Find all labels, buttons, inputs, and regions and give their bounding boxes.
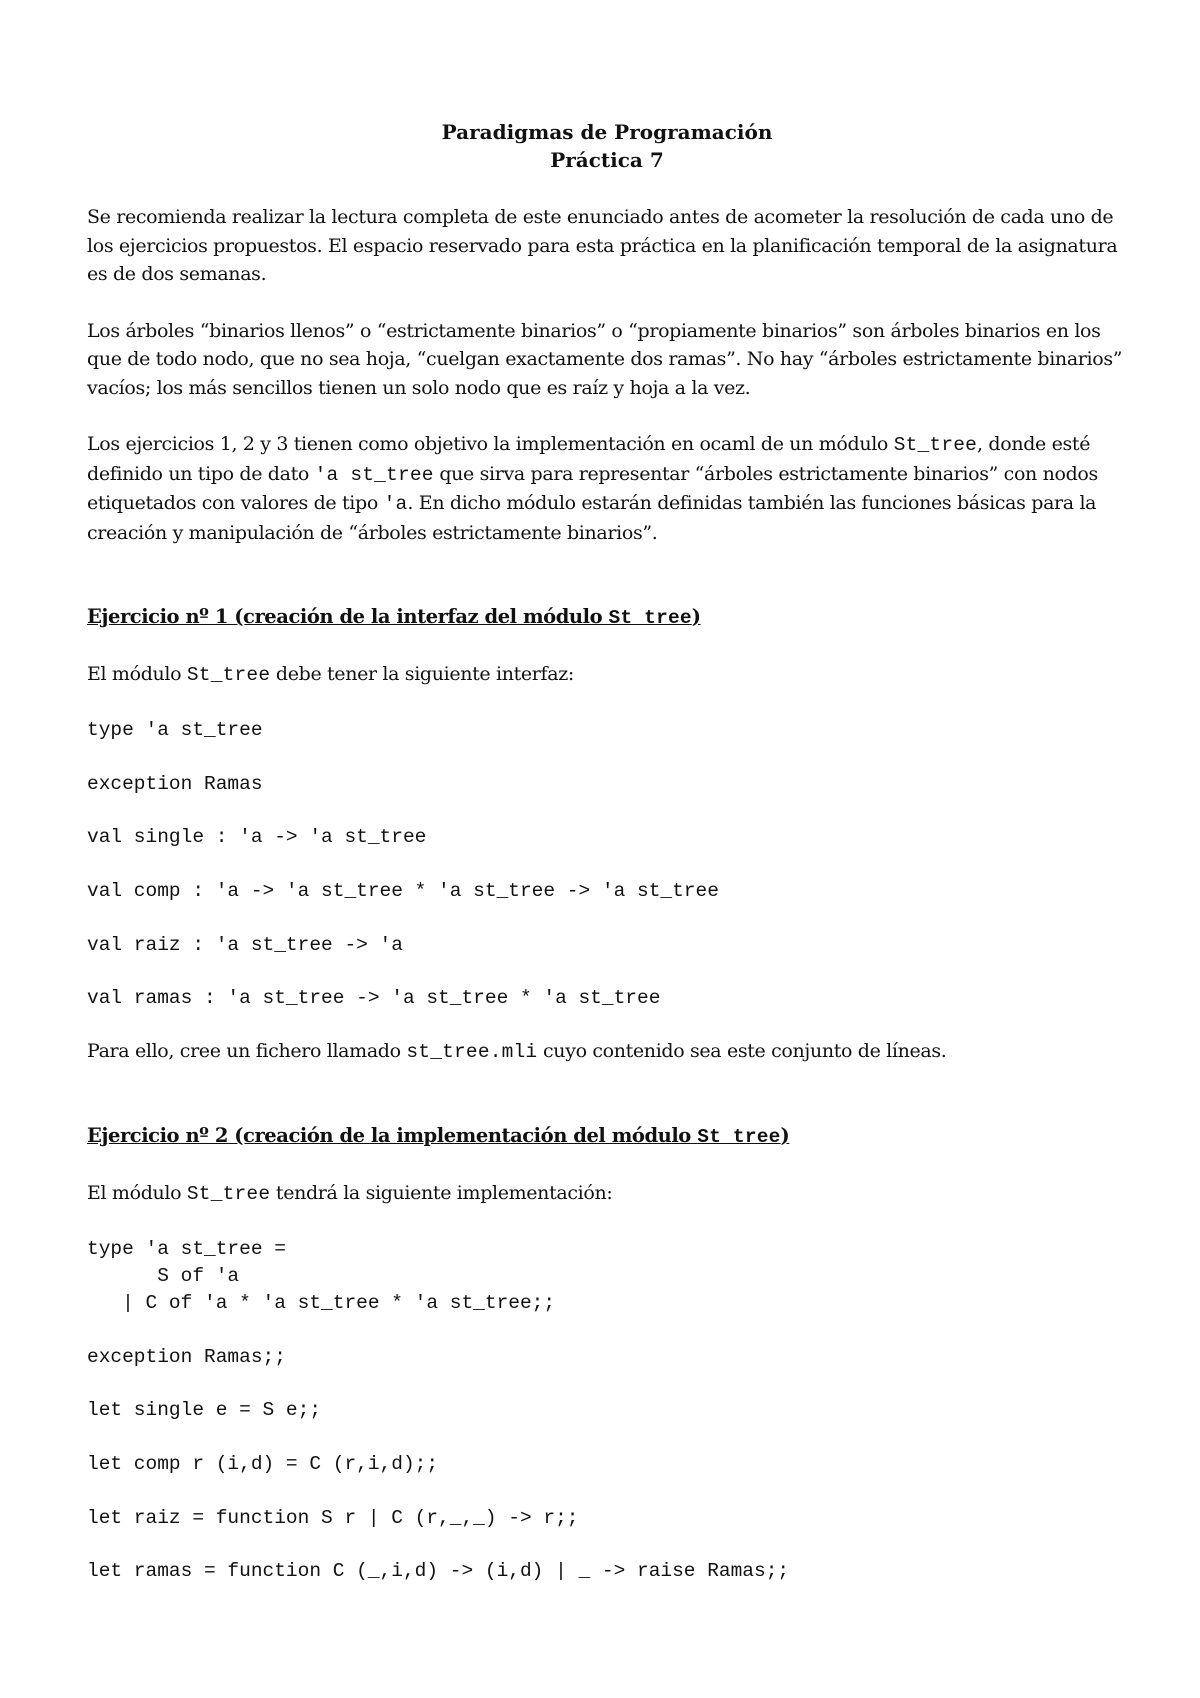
exercise2-lead-text-1: El módulo <box>87 1182 187 1204</box>
objective-text-1: Los ejercicios 1, 2 y 3 tienen como objetivo la implementación en ocaml de un módulo <box>87 433 894 455</box>
definition-paragraph: Los árboles “binarios llenos” o “estrictamente binarios” o “propiamente binarios” son árboles binarios en los que de todo nodo, que no sea hoja, “cuelgan exactamente dos ramas”. No hay “árboles estrictamente binarios” vacíos; los más sencillos tienen un solo nodo que es raíz y hoja a la vez. <box>87 319 1123 399</box>
impl-line-exception: exception Ramas;; <box>87 1345 286 1368</box>
exercise2-lead-text-2: tendrá la siguiente implementación: <box>270 1182 613 1204</box>
interface-line-exception: exception Ramas <box>87 772 263 795</box>
impl-line-raiz: let raiz = function S r | C (r,_,_) -> r;; <box>87 1506 579 1529</box>
exercise1-lead <box>87 660 1127 690</box>
document-page <box>87 118 1127 1585</box>
exercise1-heading-code: St_tree <box>608 607 692 629</box>
interface-line-ramas: val ramas : 'a st_tree -> 'a st_tree * 'a st_tree <box>87 986 661 1009</box>
document-header <box>87 118 1127 174</box>
exercise2-heading-code: St_tree <box>697 1126 781 1148</box>
objective-text-3: que sirva para representar “árboles estrictamente binarios” con nodos etiquetados con valores de tipo <box>87 462 1098 514</box>
objective-text-4: . En dicho módulo estarán definidas también las funciones básicas para la creación y manipulación de “árboles estrictamente binarios”. <box>87 492 1097 544</box>
interface-line-type: type 'a st_tree <box>87 718 263 741</box>
exercise2-lead <box>87 1179 1127 1209</box>
exercise1-closing <box>87 1037 1127 1067</box>
document-subtitle: Práctica 7 <box>550 148 664 172</box>
exercise1-lead-code: St_tree <box>186 664 271 686</box>
interface-line-raiz: val raiz : 'a st_tree -> 'a <box>87 933 403 956</box>
interface-line-comp: val comp : 'a -> 'a st_tree * 'a st_tree -> 'a st_tree <box>87 879 719 902</box>
exercise1-lead-text-1: El módulo <box>87 663 187 685</box>
objective-text-2: , donde esté definido un tipo de dato <box>87 433 1091 485</box>
exercise1-code-block <box>87 717 1127 1012</box>
exercise2-heading <box>87 1122 1127 1151</box>
type-param-code: 'a <box>383 493 408 515</box>
impl-type-line-1: type 'a st_tree = <box>87 1237 286 1260</box>
impl-line-single: let single e = S e;; <box>87 1398 322 1421</box>
type-name-code: 'a st_tree <box>314 463 434 486</box>
exercise2-lead-code: St_tree <box>186 1183 271 1205</box>
interface-line-single: val single : 'a -> 'a st_tree <box>87 825 427 848</box>
intro-paragraph: Se recomienda realizar la lectura completa de este enunciado antes de acometer la resolución de cada uno de los ejercicios propuestos. El espacio reservado para esta práctica en la planificación temporal de la asignatura es de dos semanas. <box>87 206 1118 285</box>
module-name-code: St_tree <box>893 434 978 456</box>
exercise2-heading-end: ) <box>780 1124 790 1147</box>
exercise1-lead-text-2: debe tener la siguiente interfaz: <box>270 663 574 685</box>
objective-paragraph <box>87 430 1127 547</box>
exercise1-heading-text: Ejercicio nº 1 (creación de la interfaz del módulo <box>87 605 609 628</box>
impl-type-line-2: S of 'a <box>87 1264 240 1287</box>
exercise1-heading-end: ) <box>691 605 701 628</box>
impl-type-line-3: | C of 'a * 'a st_tree * 'a st_tree;; <box>87 1291 556 1314</box>
exercise1-closing-text-2: cuyo contenido sea este conjunto de líneas. <box>537 1039 947 1062</box>
impl-line-comp: let comp r (i,d) = C (r,i,d);; <box>87 1452 439 1475</box>
exercise1-heading <box>87 603 1127 632</box>
type-definition-block <box>87 1236 1127 1317</box>
mli-filename-code: st_tree.mli <box>406 1040 538 1063</box>
exercise2-code-block <box>87 1236 1127 1585</box>
exercise1-closing-text-1: Para ello, cree un fichero llamado <box>87 1039 407 1062</box>
impl-line-ramas: let ramas = function C (_,i,d) -> (i,d) | _ -> raise Ramas;; <box>87 1559 790 1582</box>
document-title: Paradigmas de Programación <box>441 120 773 144</box>
exercise2-heading-text: Ejercicio nº 2 (creación de la implementación del módulo <box>87 1124 698 1147</box>
